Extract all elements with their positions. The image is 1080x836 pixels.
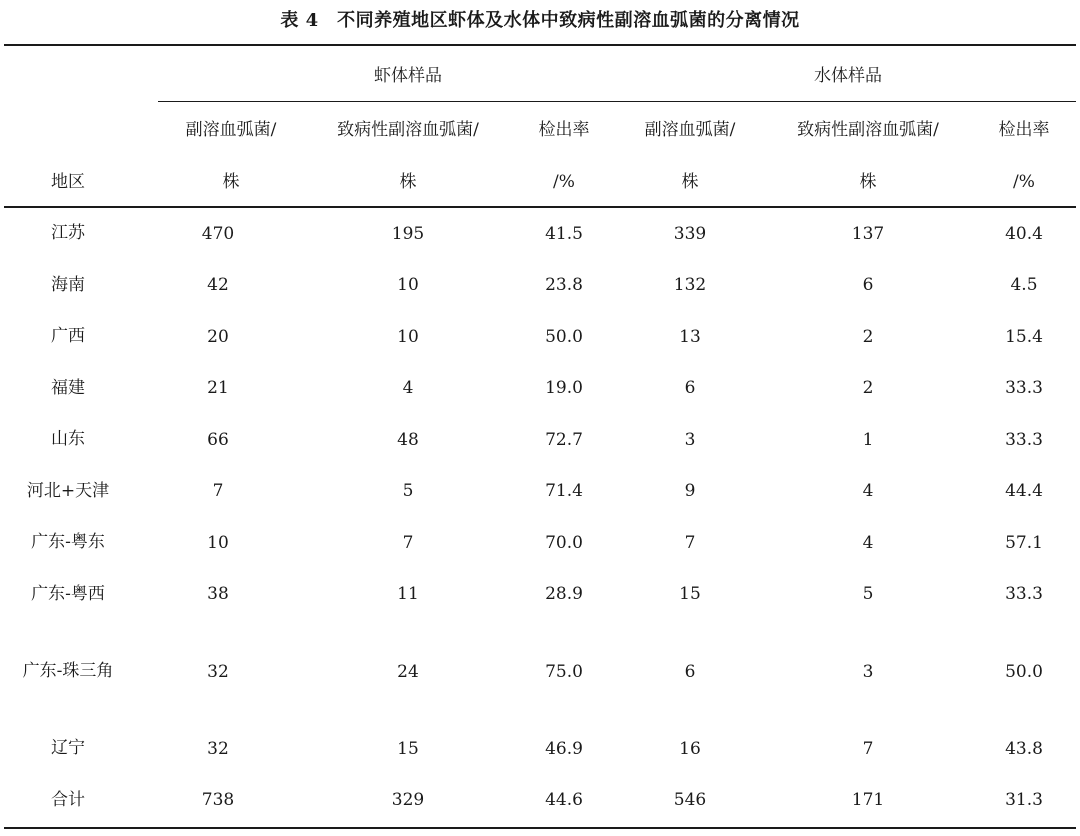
water-pathogenic-cell: 171 <box>851 790 885 811</box>
water-vp-cell: 7 <box>684 532 696 553</box>
table-row <box>4 363 1076 415</box>
col-header-shrimp-vp-unit: 株 <box>222 172 240 192</box>
water-rate-cell: 4.5 <box>1010 275 1038 296</box>
col-header-water-rate-unit: /% <box>1013 172 1035 192</box>
col-header-water-pathogenic: 致病性副溶血弧菌/ <box>797 120 939 140</box>
water-pathogenic-cell: 4 <box>862 532 874 553</box>
table-body <box>4 208 1076 826</box>
region-label: 福建 <box>51 377 85 398</box>
shrimp-vp-cell: 32 <box>207 661 229 682</box>
col-header-shrimp-pathogenic: 致病性副溶血弧菌/ <box>337 120 479 140</box>
region-label: 广东-粤西 <box>31 583 105 604</box>
water-vp-cell: 339 <box>673 223 707 244</box>
water-rate-cell: 50.0 <box>1005 661 1043 682</box>
water-pathogenic-cell: 5 <box>862 584 874 605</box>
shrimp-pathogenic-cell: 48 <box>397 429 419 450</box>
region-label: 广东-粤东 <box>31 532 105 553</box>
water-pathogenic-cell: 2 <box>862 378 874 399</box>
shrimp-rate-cell: 71.4 <box>545 481 583 502</box>
shrimp-pathogenic-cell: 24 <box>397 661 419 682</box>
shrimp-vp-cell: 470 <box>201 223 235 244</box>
water-rate-cell: 43.8 <box>1005 738 1043 759</box>
water-pathogenic-cell: 6 <box>862 275 874 296</box>
shrimp-rate-cell: 19.0 <box>545 378 583 399</box>
water-rate-cell: 33.3 <box>1005 429 1043 450</box>
table-row <box>4 723 1076 775</box>
col-header-shrimp-vp: 副溶血弧菌/ <box>185 120 277 140</box>
shrimp-pathogenic-cell: 7 <box>402 532 414 553</box>
water-vp-cell: 132 <box>673 275 707 296</box>
region-label: 海南 <box>51 274 85 295</box>
region-cell <box>4 517 132 569</box>
water-vp-cell: 13 <box>679 326 701 347</box>
water-vp-cell: 3 <box>684 429 696 450</box>
water-vp-cell: 9 <box>684 481 696 502</box>
water-rate-cell: 15.4 <box>1005 326 1043 347</box>
water-rate-cell: 44.4 <box>1005 481 1043 502</box>
table-row <box>4 466 1076 518</box>
col-header-water-rate: 检出率 <box>998 120 1050 140</box>
col-header-shrimp-rate-unit: /% <box>553 172 575 192</box>
water-pathogenic-cell: 4 <box>862 481 874 502</box>
water-vp-cell: 16 <box>679 738 701 759</box>
shrimp-vp-cell: 42 <box>207 275 229 296</box>
group-header-water: 水体样品 <box>814 66 882 86</box>
col-header-water-vp: 副溶血弧菌/ <box>644 120 736 140</box>
water-rate-cell: 31.3 <box>1005 790 1043 811</box>
table-row <box>4 311 1076 363</box>
shrimp-vp-cell: 38 <box>207 584 229 605</box>
shrimp-vp-cell: 32 <box>207 738 229 759</box>
water-vp-cell: 15 <box>679 584 701 605</box>
shrimp-vp-cell: 21 <box>207 378 229 399</box>
region-cell <box>4 363 132 415</box>
shrimp-vp-cell: 7 <box>212 481 224 502</box>
region-cell <box>4 208 132 260</box>
shrimp-vp-cell: 66 <box>207 429 229 450</box>
water-pathogenic-cell: 2 <box>862 326 874 347</box>
table-row <box>4 569 1076 621</box>
shrimp-vp-cell: 738 <box>201 790 235 811</box>
region-label: 江苏 <box>51 223 85 244</box>
bottom-rule <box>4 827 1076 829</box>
shrimp-pathogenic-cell: 5 <box>402 481 414 502</box>
water-vp-cell: 6 <box>684 378 696 399</box>
region-cell <box>4 466 132 518</box>
shrimp-pathogenic-cell: 4 <box>402 378 414 399</box>
water-pathogenic-cell: 3 <box>862 661 874 682</box>
region-cell <box>4 775 132 827</box>
region-cell <box>4 414 132 466</box>
shrimp-rate-cell: 28.9 <box>545 584 583 605</box>
region-label: 河北+天津 <box>26 480 110 501</box>
water-rate-cell: 33.3 <box>1005 584 1043 605</box>
region-cell <box>4 723 132 775</box>
col-header-shrimp-pathogenic-unit: 株 <box>399 172 417 192</box>
shrimp-vp-cell: 20 <box>207 326 229 347</box>
col-header-shrimp-rate: 检出率 <box>538 120 590 140</box>
region-label: 辽宁 <box>51 738 85 759</box>
region-label: 广西 <box>51 326 85 347</box>
shrimp-rate-cell: 41.5 <box>545 223 583 244</box>
top-rule <box>4 44 1076 46</box>
shrimp-rate-cell: 44.6 <box>545 790 583 811</box>
table-row <box>4 775 1076 827</box>
table-row <box>4 260 1076 312</box>
water-pathogenic-cell: 137 <box>851 223 885 244</box>
shrimp-pathogenic-cell: 15 <box>397 738 419 759</box>
shrimp-pathogenic-cell: 11 <box>397 584 419 605</box>
table-row <box>4 620 1076 723</box>
table-caption: 表 4 不同养殖地区虾体及水体中致病性副溶血弧菌的分离情况 <box>280 10 800 31</box>
col-header-water-vp-unit: 株 <box>681 172 699 192</box>
water-vp-cell: 546 <box>673 790 707 811</box>
table-row <box>4 208 1076 260</box>
water-rate-cell: 33.3 <box>1005 378 1043 399</box>
col-header-region: 地区 <box>51 172 85 192</box>
shrimp-pathogenic-cell: 10 <box>397 275 419 296</box>
region-label: 广东-珠三角 <box>22 661 114 681</box>
col-header-water-pathogenic-unit: 株 <box>859 172 877 192</box>
shrimp-rate-cell: 50.0 <box>545 326 583 347</box>
water-vp-cell: 6 <box>684 661 696 682</box>
water-pathogenic-cell: 7 <box>862 738 874 759</box>
shrimp-rate-cell: 70.0 <box>545 532 583 553</box>
region-label: 合计 <box>51 789 85 810</box>
shrimp-rate-cell: 75.0 <box>545 661 583 682</box>
region-cell <box>4 620 132 723</box>
region-cell <box>4 260 132 312</box>
shrimp-rate-cell: 46.9 <box>545 738 583 759</box>
table-row <box>4 414 1076 466</box>
region-label: 山东 <box>51 429 85 450</box>
water-pathogenic-cell: 1 <box>862 429 874 450</box>
shrimp-rate-cell: 23.8 <box>545 275 583 296</box>
shrimp-pathogenic-cell: 329 <box>391 790 425 811</box>
data-table <box>4 208 1076 826</box>
region-cell <box>4 311 132 363</box>
shrimp-vp-cell: 10 <box>207 532 229 553</box>
shrimp-pathogenic-cell: 10 <box>397 326 419 347</box>
shrimp-rate-cell: 72.7 <box>545 429 583 450</box>
water-rate-cell: 57.1 <box>1005 532 1043 553</box>
table-row <box>4 517 1076 569</box>
region-cell <box>4 569 132 621</box>
group-rule <box>158 101 1076 102</box>
group-header-shrimp: 虾体样品 <box>374 66 442 86</box>
water-rate-cell: 40.4 <box>1005 223 1043 244</box>
shrimp-pathogenic-cell: 195 <box>391 223 425 244</box>
